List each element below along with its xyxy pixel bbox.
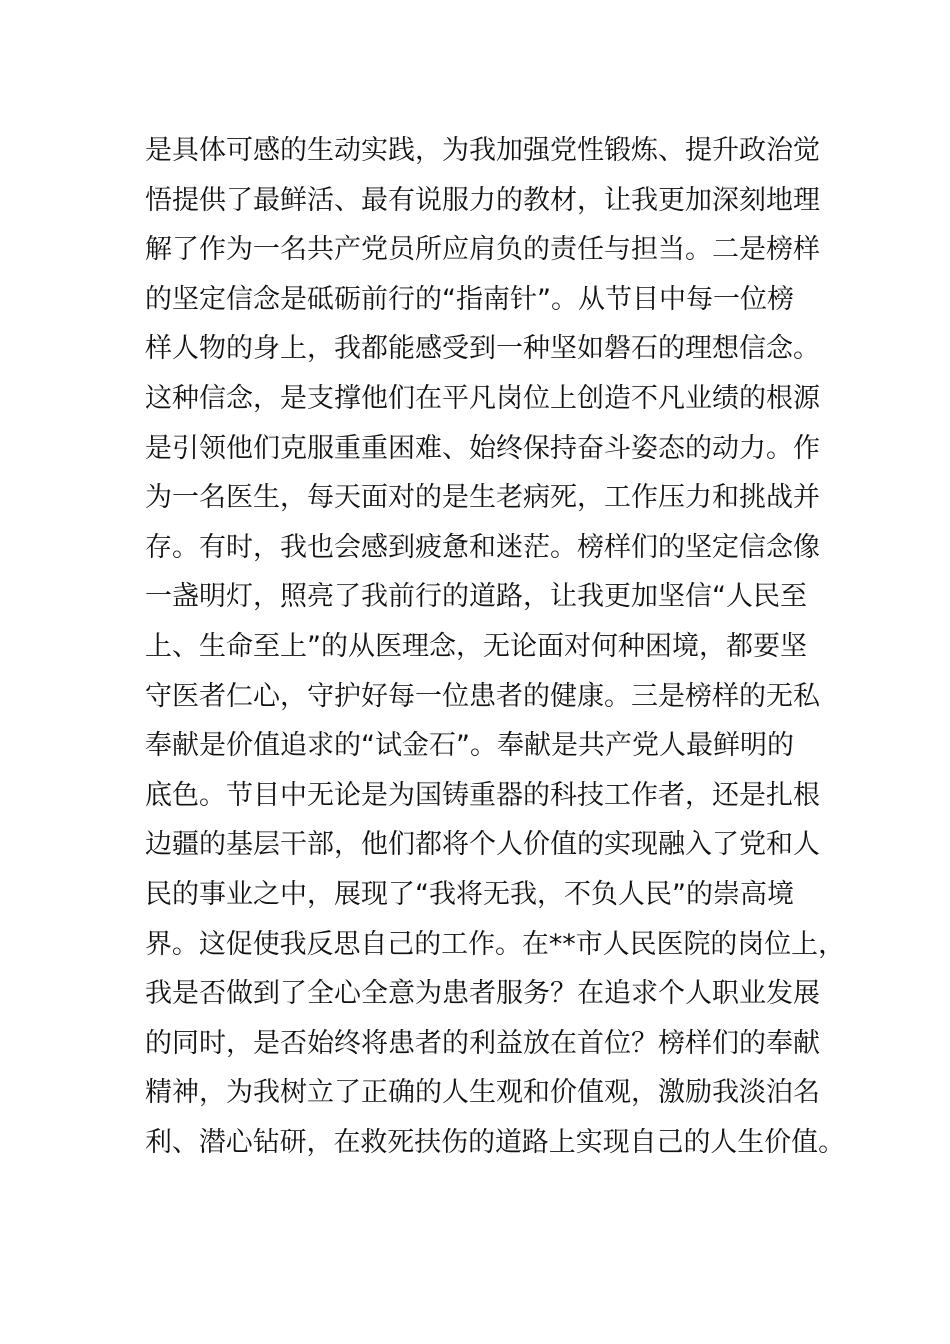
text-line: 守医者仁心，守护好每一位患者的健康。三是榜样的无私 bbox=[145, 680, 820, 712]
text-line: 是引领他们克服重重困难、始终保持奋斗姿态的动力。作 bbox=[145, 432, 820, 464]
text-line: 存。有时，我也会感到疲惫和迷茫。榜样们的坚定信念像 bbox=[145, 531, 820, 563]
text-line: 我是否做到了全心全意为患者服务？在追求个人职业发展 bbox=[145, 978, 820, 1010]
text-line: 精神，为我树立了正确的人生观和价值观，激励我淡泊名 bbox=[145, 1077, 820, 1109]
text-line: 解了作为一名共产党员所应肩负的责任与担当。二是榜样 bbox=[145, 234, 820, 266]
text-line: 的坚定信念是砥砺前行的“指南针”。从节目中每一位榜 bbox=[145, 283, 794, 315]
text-line: 是具体可感的生动实践，为我加强党性锻炼、提升政治觉 bbox=[145, 135, 820, 166]
text-line: 上、生命至上”的从医理念，无论面对何种困境，都要坚 bbox=[145, 630, 807, 662]
text-line: 界。这促使我反思自己的工作。在**市人民医院的岗位上， bbox=[145, 928, 845, 960]
body-paragraph bbox=[145, 126, 845, 1167]
text-line: 这种信念，是支撑他们在平凡岗位上创造不凡业绩的根源 bbox=[145, 382, 820, 414]
text-line: 一盏明灯，照亮了我前行的道路，让我更加坚信“人民至 bbox=[145, 581, 807, 613]
text-line: 为一名医生，每天面对的是生老病死，工作压力和挑战并 bbox=[145, 482, 820, 514]
text-line: 民的事业之中，展现了“我将无我，不负人民”的崇高境 bbox=[145, 878, 794, 910]
text-line: 样人物的身上，我都能感受到一种坚如磐石的理想信念。 bbox=[145, 333, 820, 365]
text-line: 奉献是价值追求的“试金石”。奉献是共产党人最鲜明的 bbox=[145, 730, 794, 762]
text-line: 边疆的基层干部，他们都将个人价值的实现融入了党和人 bbox=[145, 829, 820, 861]
text-line: 底色。节目中无论是为国铸重器的科技工作者，还是扎根 bbox=[145, 779, 820, 811]
text-line: 悟提供了最鲜活、最有说服力的教材，让我更加深刻地理 bbox=[145, 184, 820, 216]
text-line: 的同时，是否始终将患者的利益放在首位？榜样们的奉献 bbox=[145, 1027, 820, 1059]
text-line: 利、潜心钻研，在救死扶伤的道路上实现自己的人生价值。 bbox=[145, 1126, 845, 1158]
